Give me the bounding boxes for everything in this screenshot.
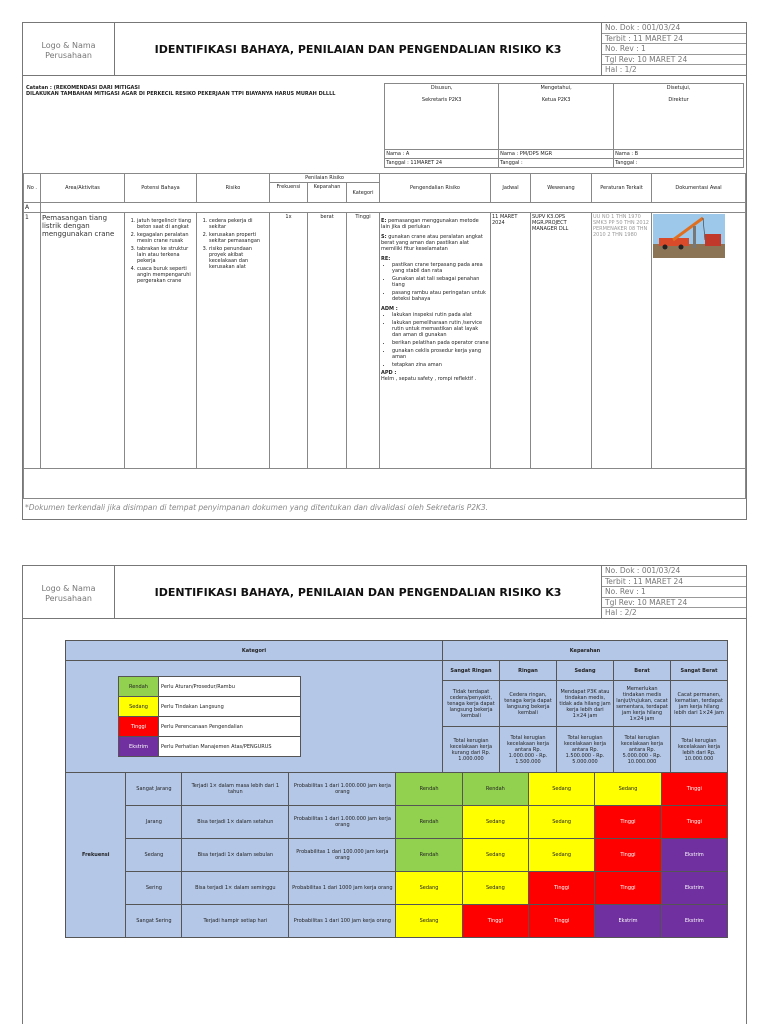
list-item: • pastikan crane terpasang pada area yang stabil dan rata xyxy=(392,262,489,274)
legend-swatch-tinggi: Tinggi xyxy=(119,717,159,737)
row-potensi xyxy=(125,213,197,469)
matrix-cell-sedang: Sedang xyxy=(396,905,462,938)
mengetahui-tanggal: Tanggal : xyxy=(499,159,614,168)
category-legend xyxy=(118,676,301,757)
col-keparahan: Keparahan xyxy=(308,183,347,203)
legend-desc: Perlu Perhatian Manajemen Atas/PENGURUS xyxy=(159,737,301,757)
list-item: • lakukan inspeksi rutin pada alat xyxy=(392,312,489,318)
list-item: 1. cedera pekerja di sekitar xyxy=(209,218,268,230)
list-item: 4. cuaca buruk seperti angin mempengaruhi pergerakan crane xyxy=(137,266,195,284)
severity-desc: Cedera ringan, tenaga kerja dapat langsung bekerja kembali xyxy=(500,681,557,727)
frequency-name: Sangat Sering xyxy=(126,905,182,938)
severity-name: Berat xyxy=(614,661,671,681)
col-no: No . xyxy=(24,174,41,203)
matrix-cell-tinggi: Tinggi xyxy=(529,905,595,938)
disetujui-role: Direktur xyxy=(668,97,689,103)
disusun-role: Sekretaris P2K3 xyxy=(421,97,462,103)
matrix-cell-sedang: Sedang xyxy=(396,872,462,905)
matrix-cell-sedang: Sedang xyxy=(462,872,528,905)
company-logo-placeholder: Logo & Nama Perusahaan xyxy=(23,566,115,619)
disetujui-tanggal: Tanggal : xyxy=(614,159,744,168)
matrix-cell-sedang: Sedang xyxy=(462,839,528,872)
disusun-cell xyxy=(385,84,499,150)
row-keparahan: berat xyxy=(308,213,347,469)
severity-name: Sangat Ringan xyxy=(443,661,500,681)
matrix-cell-sedang: Sedang xyxy=(595,773,661,806)
row-jadwal: 11 MARET 2024 xyxy=(491,213,531,469)
document-header-2 xyxy=(23,566,746,619)
frequency-prob: Probabilitas 1 dari 100.000 jam kerja orang xyxy=(289,839,396,872)
risk-table xyxy=(23,173,746,499)
severity-name: Sangat Berat xyxy=(671,661,728,681)
legend-cell xyxy=(66,661,443,773)
legend-swatch-rendah: Rendah xyxy=(119,677,159,697)
matrix-cell-tinggi: Tinggi xyxy=(529,872,595,905)
list-item: • gunakan ceklis prosedur kerja yang aman xyxy=(392,348,489,360)
list-item: 3. risiko penundaan proyek akibat kecelakaan dan kerusakan alat xyxy=(209,246,268,270)
document-meta xyxy=(601,566,746,619)
row-peraturan: UU NO 1 THN 1970 SMK3 PP 50 THN 2012 PERMENAKER 08 THN 2010 2 THN 1980 xyxy=(592,213,652,469)
frequency-prob: Probabilitas 1 dari 1.000.000 jam kerja orang xyxy=(289,806,396,839)
risk-matrix xyxy=(65,640,728,773)
frequency-prob: Probabilitas 1 dari 1000 jam kerja orang xyxy=(289,872,396,905)
col-dokumentasi: Dokumentasi Awal xyxy=(652,174,746,203)
matrix-cell-ekstrim: Ekstrim xyxy=(661,905,727,938)
severity-desc: Memerlukan tindakan medis lanjut/rujukan, cacat sementara, terdapat jam kerja hilang 1×24 jam xyxy=(614,681,671,727)
severity-cost: Total kerugian kecelakaan kerja antara Rp. 5.000.000 - Rp. 10.000.000 xyxy=(614,727,671,773)
section-row xyxy=(41,203,746,213)
no-dok: No. Dok : 001/03/24 xyxy=(602,566,746,577)
catatan-line-2: DILAKUKAN TAMBAHAN MITIGASI AGAR DI PERKECIL RESIKO PEKERJAAN TTPI BIAYANYA HARUS MURAH DLLLL xyxy=(26,90,336,97)
disetujui-label: Disetujui, xyxy=(666,85,691,91)
severity-desc: Tidak terdapat cedera/penyakit, tenaga kerja dapat langsung bekerja kembali xyxy=(443,681,500,727)
frequency-prob: Probabilitas 1 dari 100 jam kerja orang xyxy=(289,905,396,938)
mengetahui-cell xyxy=(499,84,614,150)
re-label: RE: xyxy=(381,256,391,262)
matrix-cell-ekstrim: Ekstrim xyxy=(595,905,661,938)
disetujui-nama: Nama : B xyxy=(614,150,744,159)
frequency-matrix xyxy=(65,772,728,938)
severity-desc: Cacat permanen, kematian, terdapat jam kerja hilang lebih dari 1×24 jam xyxy=(671,681,728,727)
list-item: 1. jatuh tergelincir tiang beton saat di angkat xyxy=(137,218,195,230)
legend-desc: Perlu Aturan/Prosedur/Rambu xyxy=(159,677,301,697)
row-frekuensi: 1x xyxy=(270,213,308,469)
catatan xyxy=(25,84,385,168)
mengetahui-nama: Nama : PM/DPS MGR xyxy=(499,150,614,159)
e-text: pemasangan menggunakan metode lain jika di perlukan xyxy=(381,218,479,230)
matrix-cell-tinggi: Tinggi xyxy=(462,905,528,938)
document-title: IDENTIFIKASI BAHAYA, PENILAIAN DAN PENGENDALIAN RISIKO K3 xyxy=(154,43,562,56)
list-item: • pasang rambu atau peringatan untuk deteksi bahaya xyxy=(392,290,489,302)
severity-cost: Total kerugian kecelakaan kerja kurang dari Rp. 1.000.000 xyxy=(443,727,500,773)
no-rev: No. Rev : 1 xyxy=(602,587,746,598)
severity-cost: Total kerugian kecelakaan kerja lebih dari Rp. 10.000.000 xyxy=(671,727,728,773)
matrix-cell-sedang: Sedang xyxy=(529,806,595,839)
row-risiko xyxy=(197,213,270,469)
frequency-name: Sangat Jarang xyxy=(126,773,182,806)
approval-table xyxy=(25,83,744,168)
col-jadwal: Jadwal xyxy=(491,174,531,203)
frequency-desc: Bisa terjadi 1× dalam sebulan xyxy=(182,839,289,872)
matrix-cell-tinggi: Tinggi xyxy=(661,806,727,839)
matrix-cell-ekstrim: Ekstrim xyxy=(661,872,727,905)
mengetahui-role: Ketua P2K3 xyxy=(541,97,571,103)
list-item: • tetapkan zina aman xyxy=(392,362,489,368)
mengetahui-label: Mengetahui, xyxy=(540,85,572,91)
frequency-desc: Terjadi hampir setiap hari xyxy=(182,905,289,938)
disusun-tanggal: Tanggal : 11MARET 24 xyxy=(385,159,499,168)
matrix-cell-ekstrim: Ekstrim xyxy=(661,839,727,872)
matrix-cell-rendah: Rendah xyxy=(462,773,528,806)
no-rev: No. Rev : 1 xyxy=(602,44,746,55)
s-text: gunakan crane atau peralatan angkat berat yang aman dan pastikan alat memiliki fitur keselamatan xyxy=(381,234,483,252)
row-kategori: Tinggi xyxy=(347,213,380,469)
crane-photo xyxy=(653,214,725,258)
disusun-nama: Nama : A xyxy=(385,150,499,159)
col-penilaian: Penilaian Risiko xyxy=(270,174,380,183)
list-item: • lakukan pemeliharaan rutin /service rutin untuk memastikan alat layak dan aman di gunakan xyxy=(392,320,489,338)
col-wewenang: Wewenang xyxy=(531,174,592,203)
matrix-cell-tinggi: Tinggi xyxy=(595,806,661,839)
col-kategori: Kategori xyxy=(347,183,380,203)
kategori-title: Kategori xyxy=(66,641,443,661)
frequency-name: Sering xyxy=(126,872,182,905)
col-potensi: Potensi Bahaya xyxy=(125,174,197,203)
disetujui-cell xyxy=(614,84,744,150)
matrix-cell-rendah: Rendah xyxy=(396,839,462,872)
keparahan-title: Keparahan xyxy=(443,641,728,661)
page-1 xyxy=(22,22,747,520)
severity-cost: Total kerugian kecelakaan kerja antara Rp. 1.500.000 - Rp. 5.000.000 xyxy=(557,727,614,773)
matrix-cell-sedang: Sedang xyxy=(529,773,595,806)
frequency-name: Jarang xyxy=(126,806,182,839)
list-item: 2. kerusakan properti sekitar pemasangan xyxy=(209,232,268,244)
company-logo-placeholder: Logo & Nama Perusahaan xyxy=(23,23,115,76)
severity-name: Sedang xyxy=(557,661,614,681)
frequency-desc: Bisa terjadi 1× dalam seminggu xyxy=(182,872,289,905)
halaman: Hal : 1/2 xyxy=(605,65,637,75)
list-item: 3. tabrakan ke struktur lain atau terkena pekerja xyxy=(137,246,195,264)
matrix-cell-sedang: Sedang xyxy=(462,806,528,839)
page-2 xyxy=(22,565,747,1024)
col-peraturan: Peraturan Terkait xyxy=(592,174,652,203)
col-frekuensi: Frekuensi xyxy=(270,183,308,203)
apd-text: Helm , sepatu safety , rompi reflektif . xyxy=(381,376,477,382)
s-label: S: xyxy=(381,234,387,240)
footnote: *Dokumen terkendali jika disimpan di tempat penyimpanan dokumen yang ditentukan dan divalidasi oleh Sekretaris P2K3. xyxy=(25,503,489,512)
row-pengendalian xyxy=(380,213,491,469)
e-label: E: xyxy=(381,218,387,224)
list-item: • berikan pelatihan pada operator crane xyxy=(392,340,489,346)
matrix-cell-rendah: Rendah xyxy=(396,773,462,806)
halaman: Hal : 2/2 xyxy=(605,608,637,618)
severity-cost: Total kerugian kecelakaan kerja antara Rp. 1.000.000 - Rp. 1.500.000 xyxy=(500,727,557,773)
catatan-line-1: Catatan : (REKOMENDASI DARI MITIGASI xyxy=(26,84,140,91)
no-dok: No. Dok : 001/03/24 xyxy=(602,23,746,34)
list-item: 2. kegagalan peralatan mesin crane rusak xyxy=(137,232,195,244)
empty-row xyxy=(24,469,746,499)
document-header xyxy=(23,23,746,76)
legend-swatch-ekstrim: Ekstrim xyxy=(119,737,159,757)
section-label: A xyxy=(24,203,41,213)
col-risiko: Risiko xyxy=(197,174,270,203)
matrix-cell-tinggi: Tinggi xyxy=(595,872,661,905)
frequency-desc: Terjadi 1× dalam masa lebih dari 1 tahun xyxy=(182,773,289,806)
tgl-rev: Tgl Rev: 10 MARET 24 xyxy=(602,598,746,609)
document-meta xyxy=(601,23,746,76)
terbit: Terbit : 11 MARET 24 xyxy=(602,577,746,588)
row-area: Pemasangan tiang listrik dengan menggunakan crane xyxy=(41,213,125,469)
legend-desc: Perlu Tindakan Langsung xyxy=(159,697,301,717)
row-wewenang: SUPV K3.OPS MGR.PROJECT MANAGER DLL xyxy=(531,213,592,469)
row-dokumentasi xyxy=(652,213,746,469)
matrix-cell-tinggi: Tinggi xyxy=(661,773,727,806)
frequency-prob: Probabilitas 1 dari 1.000.000 jam kerja orang xyxy=(289,773,396,806)
col-pengendalian: Pengendalian Risiko xyxy=(380,174,491,203)
severity-name: Ringan xyxy=(500,661,557,681)
severity-desc: Mendapat P3K atau tindakan medis, tidak ada hilang jam kerja lebih dari 1×24 jam xyxy=(557,681,614,727)
row-no: 1 xyxy=(24,213,41,469)
matrix-cell-rendah: Rendah xyxy=(396,806,462,839)
list-item: • Gunakan alat tali sebagai penahan tiang xyxy=(392,276,489,288)
adm-label: ADM : xyxy=(381,306,398,312)
tgl-rev: Tgl Rev: 10 MARET 24 xyxy=(602,55,746,66)
frequency-desc: Bisa terjadi 1× dalam setahun xyxy=(182,806,289,839)
legend-swatch-sedang: Sedang xyxy=(119,697,159,717)
col-area: Area/Aktivitas xyxy=(41,174,125,203)
terbit: Terbit : 11 MARET 24 xyxy=(602,34,746,45)
disusun-label: Disusun, xyxy=(430,85,453,91)
apd-label: APD : xyxy=(381,370,397,376)
legend-desc: Perlu Perencanaan Pengendalian xyxy=(159,717,301,737)
matrix-cell-tinggi: Tinggi xyxy=(595,839,661,872)
frekuensi-label: Frekuensi xyxy=(66,773,126,938)
frequency-name: Sedang xyxy=(126,839,182,872)
document-title: IDENTIFIKASI BAHAYA, PENILAIAN DAN PENGENDALIAN RISIKO K3 xyxy=(154,586,562,599)
matrix-cell-sedang: Sedang xyxy=(529,839,595,872)
